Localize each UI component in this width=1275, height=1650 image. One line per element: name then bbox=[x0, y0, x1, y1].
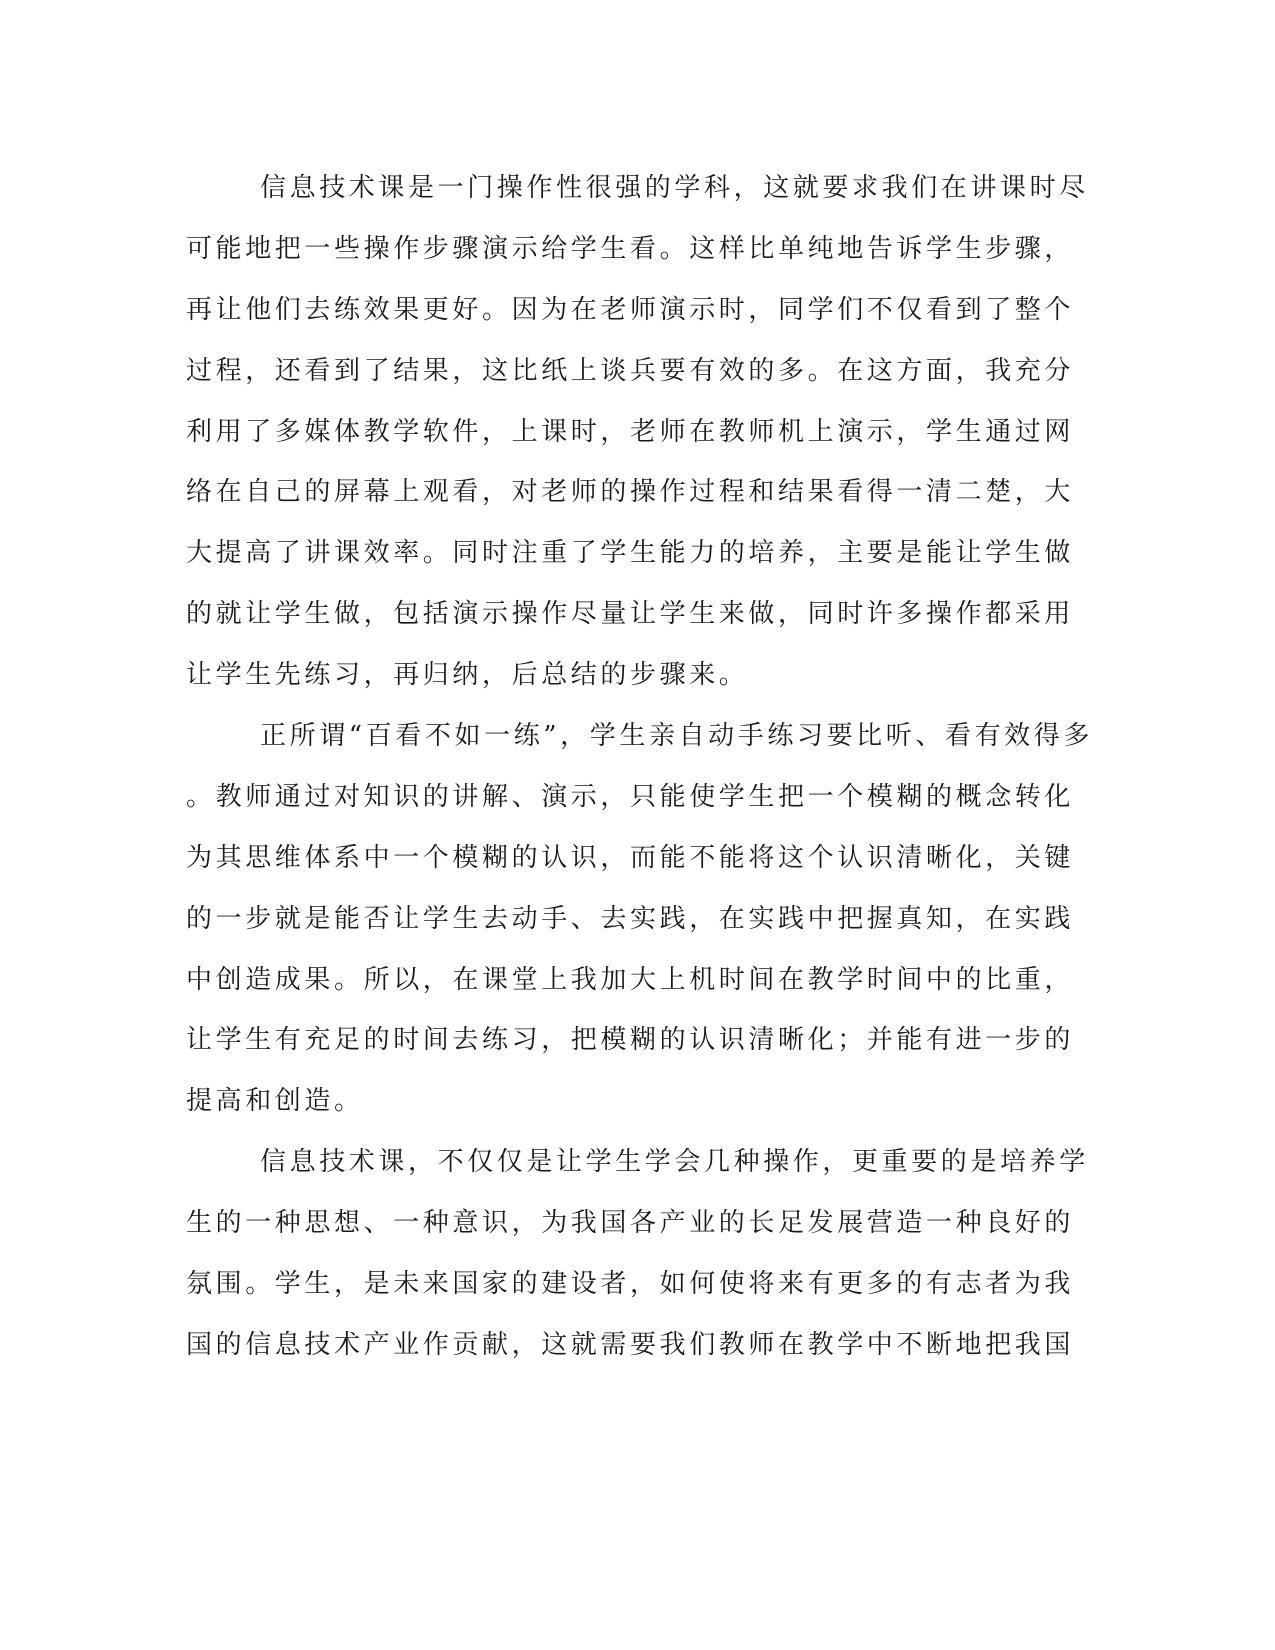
paragraph-3 bbox=[186, 1132, 1089, 1376]
text-line: 络在自己的屏幕上观看，对老师的操作过程和结果看得一清二楚，大 bbox=[186, 477, 1075, 508]
text-line: 为其思维体系中一个模糊的认识，而能不能将这个认识清晰化，关键 bbox=[186, 842, 1075, 873]
text-line: 再让他们去练效果更好。因为在老师演示时，同学们不仅看到了整个 bbox=[186, 294, 1075, 325]
text-line: 的一步就是能否让学生去动手、去实践，在实践中把握真知，在实践 bbox=[186, 903, 1075, 934]
text-line: 可能地把一些操作步骤演示给学生看。这样比单纯地告诉学生步骤， bbox=[186, 233, 1075, 264]
paragraph-2 bbox=[186, 706, 1093, 1132]
text-line: 让学生先练习，再归纳，后总结的步骤来。 bbox=[186, 660, 749, 691]
text-line: 的就让学生做，包括演示操作尽量让学生来做，同时许多操作都采用 bbox=[186, 599, 1075, 630]
text-line: 大提高了讲课效率。同时注重了学生能力的培养，主要是能让学生做 bbox=[186, 538, 1075, 569]
text-line: 让学生有充足的时间去练习，把模糊的认识清晰化；并能有进一步的 bbox=[186, 1025, 1075, 1056]
text-line: 生的一种思想、一种意识，为我国各产业的长足发展营造一种良好的 bbox=[186, 1208, 1075, 1239]
text-line: 信息技术课是一门操作性很强的学科，这就要求我们在讲课时尽 bbox=[260, 173, 1089, 203]
text-line: 。教师通过对知识的讲解、演示，只能使学生把一个模糊的概念转化 bbox=[186, 781, 1075, 812]
text-line: 氛围。学生，是未来国家的建设者，如何使将来有更多的有志者为我 bbox=[186, 1269, 1075, 1300]
text-line: 利用了多媒体教学软件，上课时，老师在教师机上演示，学生通过网 bbox=[186, 416, 1075, 447]
paragraph-1 bbox=[186, 158, 1089, 706]
text-line: 过程，还看到了结果，这比纸上谈兵要有效的多。在这方面，我充分 bbox=[186, 355, 1075, 386]
text-line: 中创造成果。所以，在课堂上我加大上机时间在教学时间中的比重， bbox=[186, 964, 1075, 995]
text-line: 提高和创造。 bbox=[186, 1086, 364, 1117]
text-line: 正所谓“百看不如一练”，学生亲自动手练习要比听、看有效得多 bbox=[260, 721, 1093, 752]
text-line: 信息技术课，不仅仅是让学生学会几种操作，更重要的是培养学 bbox=[260, 1147, 1089, 1178]
document-body bbox=[186, 158, 1093, 1376]
text-line: 国的信息技术产业作贡献，这就需要我们教师在教学中不断地把我国 bbox=[186, 1329, 1075, 1360]
